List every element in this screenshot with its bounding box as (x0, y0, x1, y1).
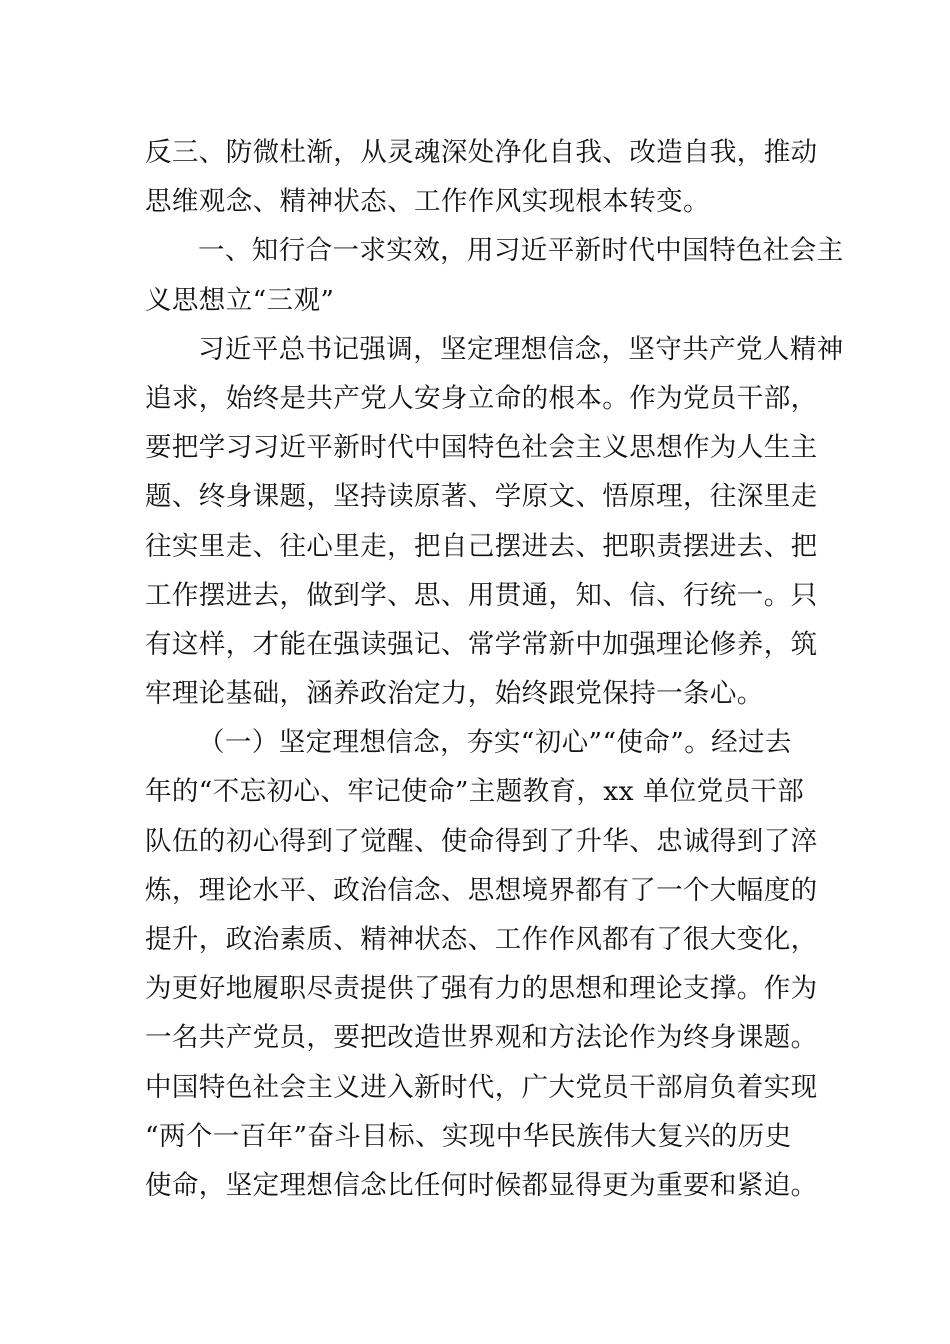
text-line: “两个一百年”奋斗目标、实现中华民族伟大复兴的历史 (145, 1120, 792, 1152)
text-line: 队伍的初心得到了觉醒、使命得到了升华、忠诚得到了淬 (145, 825, 818, 857)
text-line: 为更好地履职尽责提供了强有力的思想和理论支撑。作为 (145, 973, 818, 1005)
text-line: 习近平总书记强调，坚定理想信念，坚守共产党人精神 (198, 333, 844, 365)
text-line: 一、知行合一求实效，用习近平新时代中国特色社会主 (198, 235, 844, 267)
text-line: 牢理论基础，涵养政治定力，始终跟党保持一条心。 (145, 678, 764, 710)
text-line: 追求，始终是共产党人安身立命的根本。作为党员干部， (145, 382, 818, 414)
text-line: （一）坚定理想信念，夯实“初心”“使命”。经过去 (198, 727, 792, 759)
text-line: 炼，理论水平、政治信念、思想境界都有了一个大幅度的 (145, 874, 818, 906)
text-line: 有这样，才能在强读强记、常学常新中加强理论修养，筑 (145, 628, 818, 660)
text-line: 往实里走、往心里走，把自己摆进去、把职责摆进去、把 (145, 530, 818, 562)
text-line: 年的“不忘初心、牢记使命”主题教育，xx 单位党员干部 (145, 776, 805, 808)
text-line: 要把学习习近平新时代中国特色社会主义思想作为人生主 (145, 432, 818, 464)
document-body (145, 128, 844, 1210)
text-line: 反三、防微杜渐，从灵魂深处净化自我、改造自我，推动 (145, 137, 818, 168)
text-line: 工作摆进去，做到学、思、用贯通，知、信、行统一。只 (145, 579, 818, 611)
text-line: 提升，政治素质、精神状态、工作作风都有了很大变化， (145, 924, 818, 955)
text-line: 思维观念、精神状态、工作作风实现根本转变。 (145, 186, 710, 218)
text-line: 义思想立“三观” (145, 284, 335, 316)
text-line: 一名共产党员，要把改造世界观和方法论作为终身课题。 (145, 1022, 818, 1054)
text-line: 题、终身课题，坚持读原著、学原文、悟原理，往深里走 (145, 481, 818, 513)
text-line: 中国特色社会主义进入新时代，广大党员干部肩负着实现 (145, 1071, 818, 1103)
text-line: 使命，坚定理想信念比任何时候都显得更为重要和紧迫。 (145, 1169, 818, 1201)
